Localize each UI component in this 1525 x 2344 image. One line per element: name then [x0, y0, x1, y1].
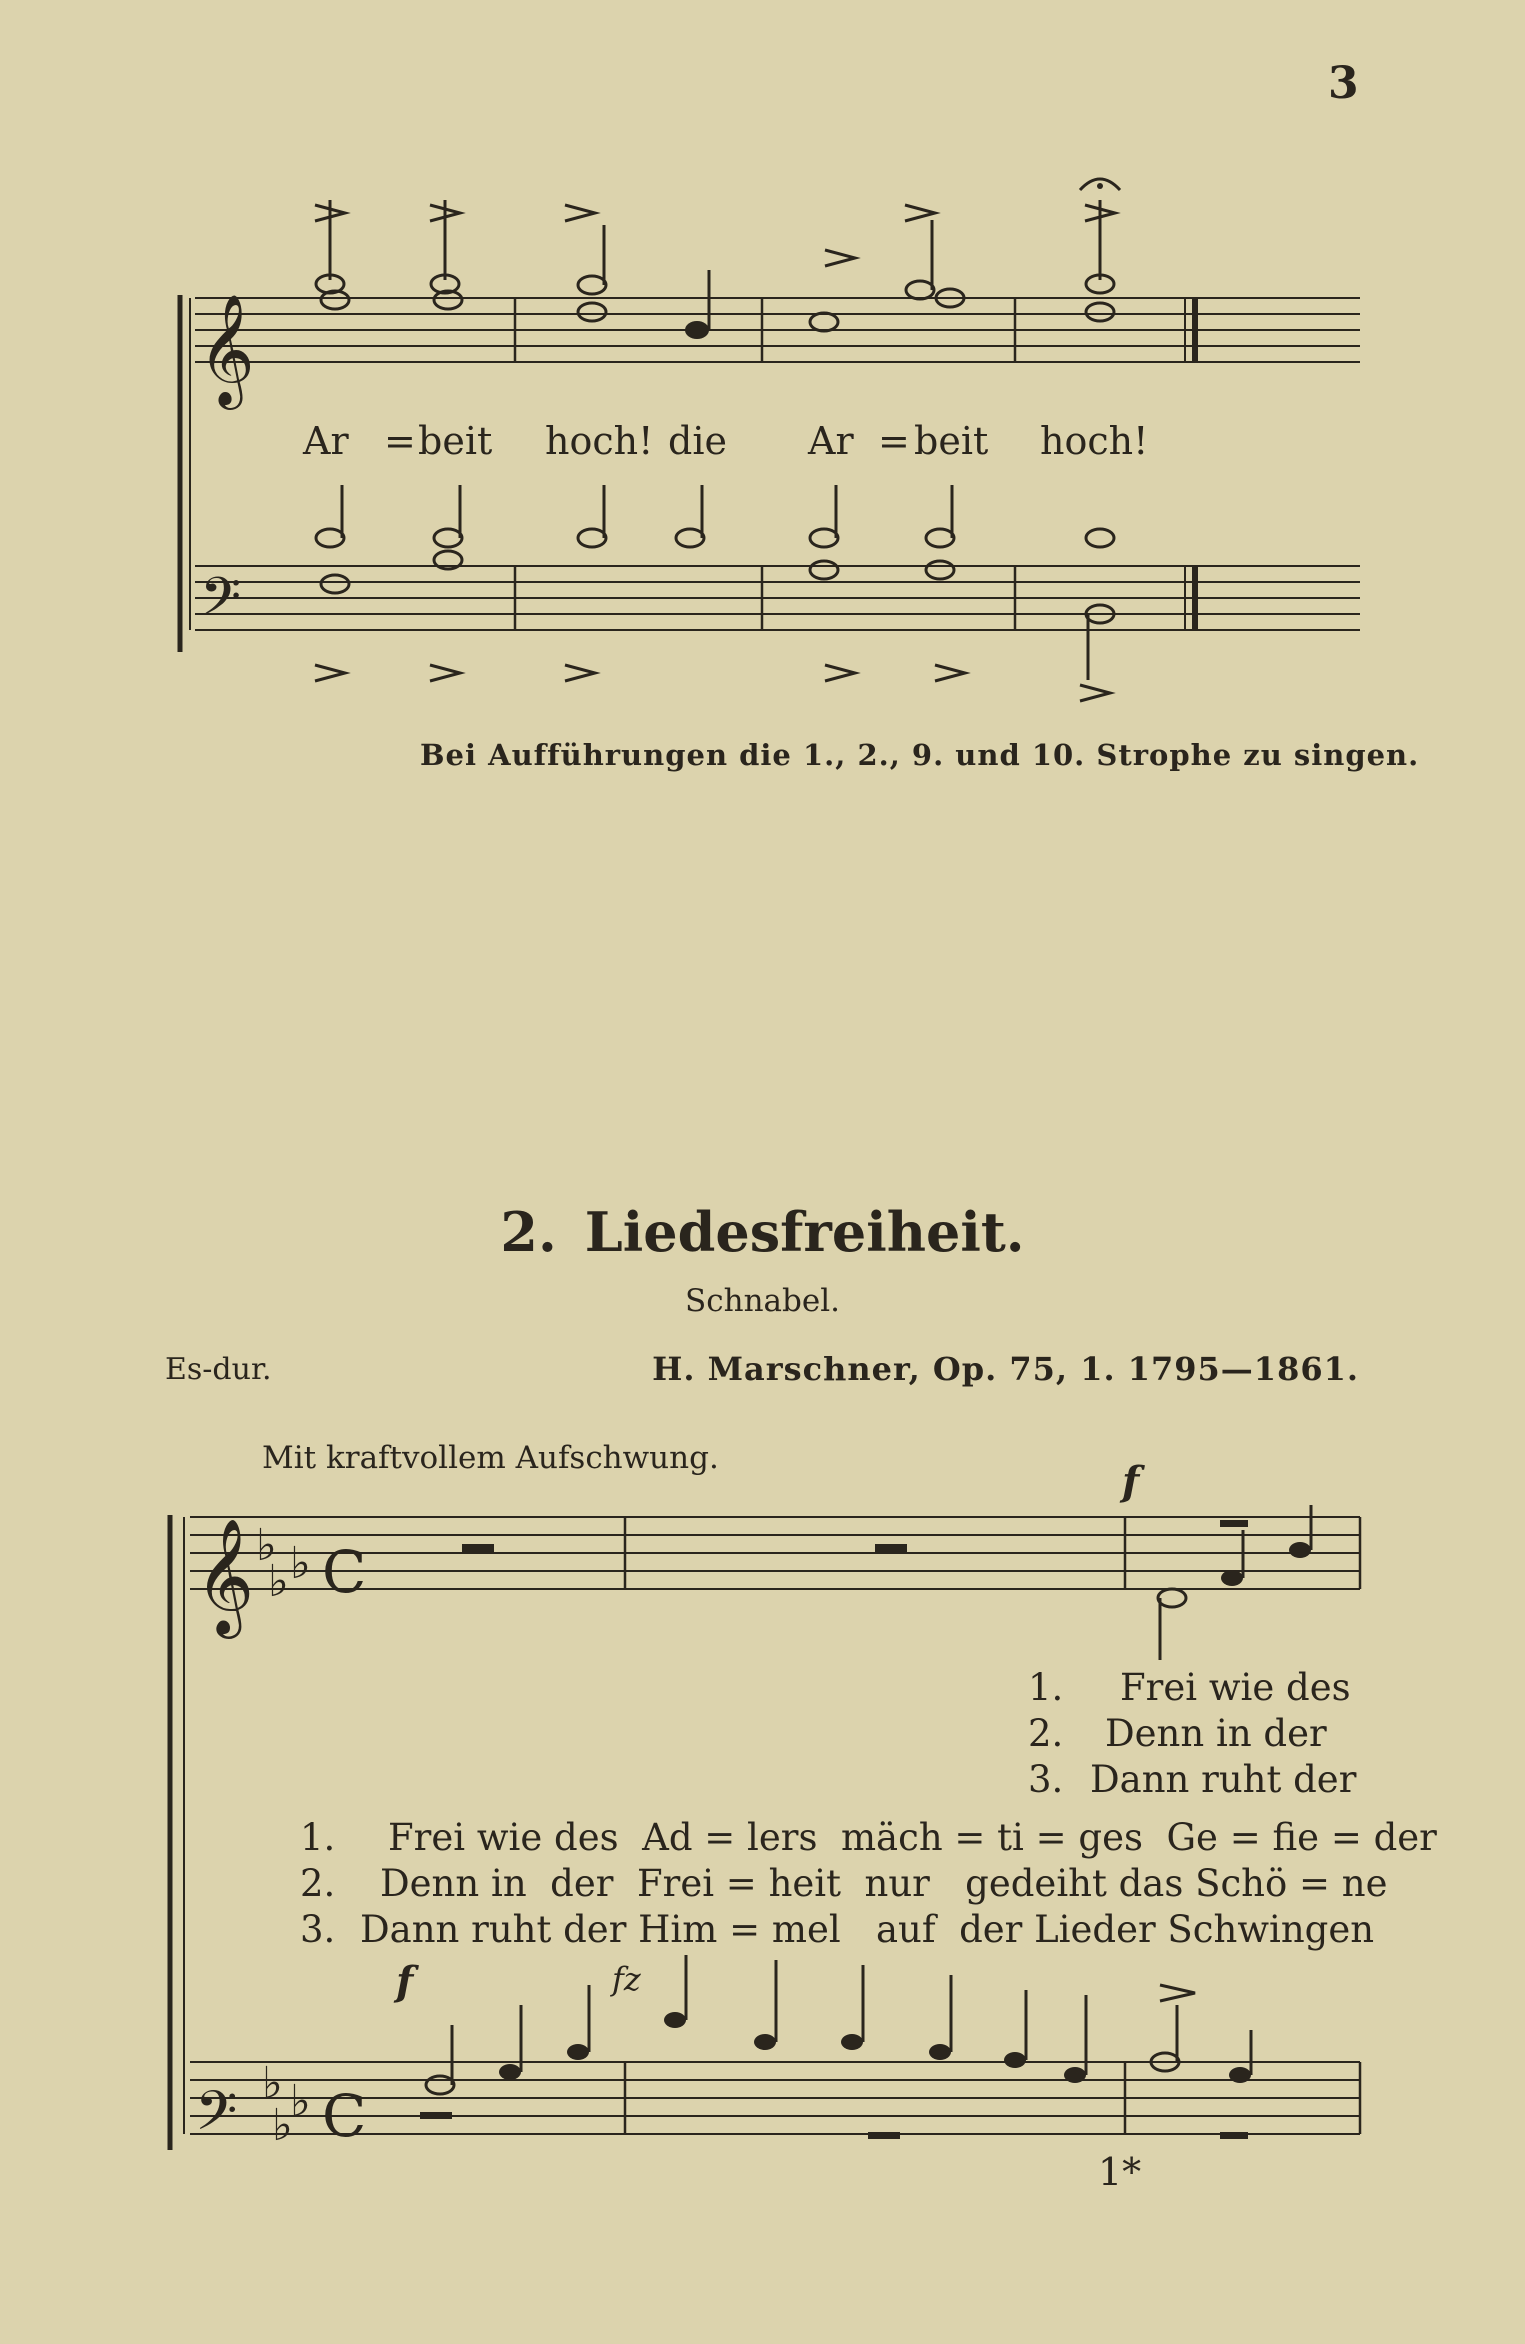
- bass-lyric-3: Dann ruht der Him = mel auf der Lieder Schwingen: [360, 1908, 1375, 1951]
- signature-mark: 1*: [1098, 2150, 1142, 2194]
- top-lyric-7: =: [878, 419, 910, 463]
- soprano-lyric-num-2: 2.: [1028, 1712, 1064, 1755]
- soprano-lyric-3: Dann ruht der: [1090, 1758, 1357, 1801]
- top-lyric-5: die: [668, 419, 727, 463]
- top-accents: [315, 205, 1115, 266]
- half-rest-icon: [1220, 2132, 1248, 2139]
- song-title-text: Liedesfreiheit.: [584, 1200, 1025, 1264]
- song-number: 2.: [500, 1200, 557, 1264]
- whole-rest-icon: [868, 2132, 900, 2139]
- top-lyric-6: Ar: [808, 419, 854, 463]
- common-time-icon: C: [322, 2082, 367, 2150]
- bass-lyric-num-1: 1.: [300, 1816, 336, 1859]
- key-signature-label: Es-dur.: [165, 1352, 272, 1387]
- flat-icon: ♭: [268, 1556, 289, 1607]
- bass-clef-icon-2: 𝄢: [195, 2079, 238, 2156]
- performance-footnote: Bei Aufführungen die 1., 2., 9. und 10. Strophe zu singen.: [420, 738, 1420, 772]
- top-lyric-1: Ar: [303, 419, 349, 463]
- flat-icon: ♭: [290, 2076, 311, 2127]
- page-number: 3: [1328, 58, 1359, 109]
- top-treble-filled-notes: [685, 270, 709, 339]
- top-bass-notes: [315, 485, 1114, 701]
- half-rest-icon: [1220, 1520, 1248, 1527]
- tempo-marking: Mit kraftvollem Aufschwung.: [262, 1440, 719, 1476]
- top-lyric-9: hoch!: [1040, 419, 1149, 463]
- half-rest-icon: [420, 2112, 452, 2119]
- top-lyric-3: beit: [418, 419, 493, 463]
- top-final-double-bar: [1185, 298, 1195, 630]
- bass-lyric-1: Frei wie des Ad = lers mäch = ti = ges Ge = fie = der: [388, 1816, 1437, 1859]
- bass-clef-icon: 𝄢: [200, 567, 242, 641]
- bass-lyric-2: Denn in der Frei = heit nur gedeiht das Schö = ne: [380, 1862, 1388, 1905]
- dynamic-f-lower: f: [396, 1958, 414, 2005]
- flat-icon: ♭: [272, 2100, 293, 2151]
- top-lyric-8: beit: [914, 419, 989, 463]
- song-upper-notes: [1158, 1589, 1186, 1660]
- song-title: [0, 1200, 1525, 1264]
- soprano-lyric-num-1: 1.: [1028, 1666, 1064, 1709]
- composer: H. Marschner, Op. 75, 1. 1795—1861.: [652, 1350, 1359, 1388]
- whole-rest-icon: [875, 1544, 907, 1552]
- treble-clef-icon-2: 𝄞: [195, 1517, 255, 1634]
- bass-lyric-num-2: 2.: [300, 1862, 336, 1905]
- top-lyric-2: =: [384, 419, 416, 463]
- bass-lyric-num-3: 3.: [300, 1908, 336, 1951]
- top-lyric-4: hoch!: [545, 419, 654, 463]
- flat-icon: ♭: [256, 1520, 277, 1571]
- soprano-lyric-num-3: 3.: [1028, 1758, 1064, 1801]
- whole-rest-icon: [462, 1544, 494, 1552]
- dynamic-fz: fz: [612, 1960, 641, 1998]
- flat-icon: ♭: [262, 2058, 283, 2109]
- soprano-lyric-2: Denn in der: [1105, 1712, 1327, 1755]
- flat-icon: ♭: [290, 1538, 311, 1589]
- common-time-icon: C: [322, 1538, 367, 1606]
- soprano-lyric-1: Frei wie des: [1120, 1666, 1351, 1709]
- poet: Schnabel.: [685, 1283, 840, 1319]
- dynamic-f-upper: f: [1122, 1458, 1140, 1505]
- treble-clef-icon: 𝄞: [198, 293, 255, 405]
